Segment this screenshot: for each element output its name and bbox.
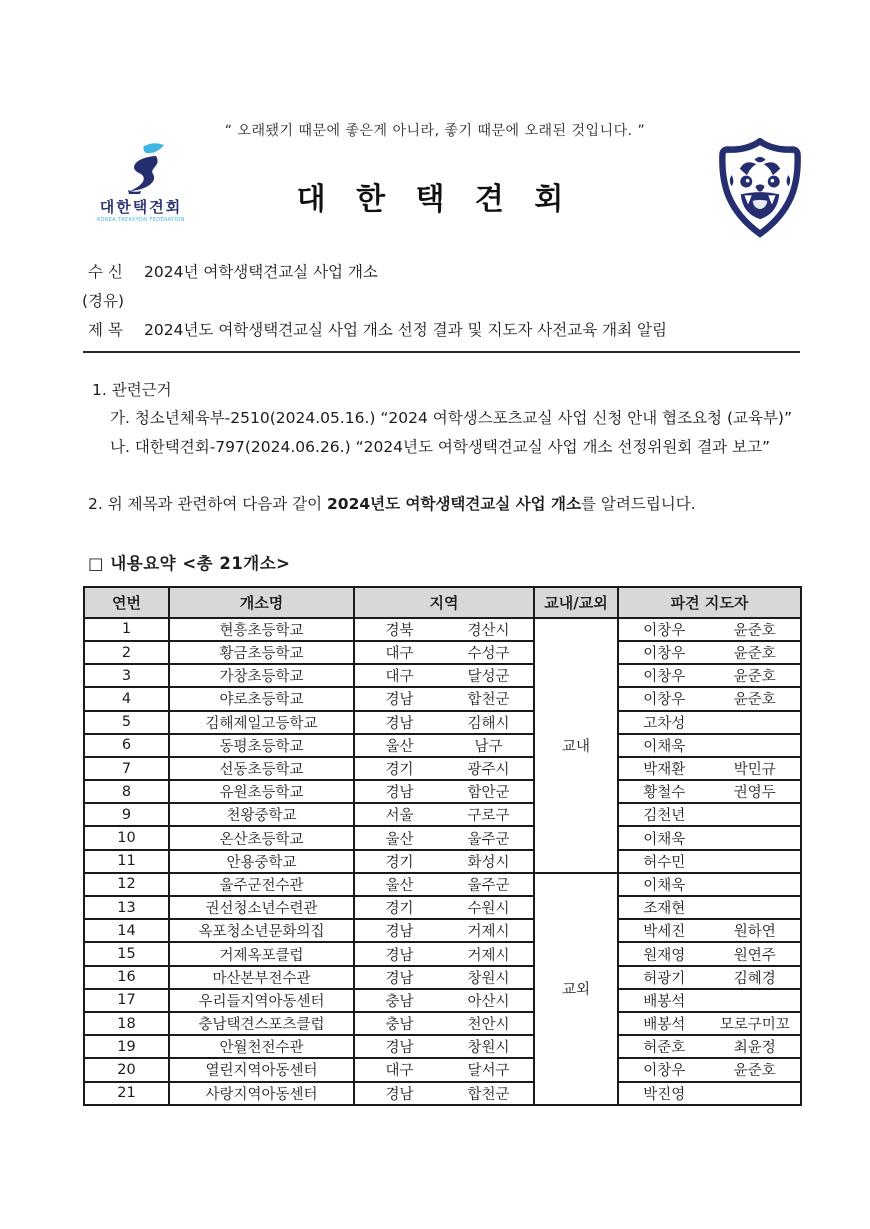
coach-primary: 배봉석 [643,1017,686,1034]
site-roster-table [83,586,802,1106]
coach-secondary: 윤준호 [733,646,776,663]
cell-number: 2 [84,641,169,664]
recipient-row [88,260,800,282]
cell-site-name: 마산본부전수관 [169,966,354,989]
region-province: 경북 [385,622,414,639]
announcement-prefix: 2. 위 제목과 관련하여 다음과 같이 [88,494,328,513]
cell-coaches [618,942,801,965]
cell-number: 8 [84,780,169,803]
cell-site-name: 유원초등학교 [169,780,354,803]
cell-number: 15 [84,942,169,965]
cell-coaches [618,850,801,873]
federation-logo-subtext: KOREA TAEKKYON FEDERATION [97,217,185,223]
cell-site-name: 온산초등학교 [169,826,354,849]
cell-region [354,664,534,687]
via-row: (경유) [82,292,125,310]
table-row [84,1012,801,1035]
cell-region [354,1058,534,1081]
coach-primary: 박재환 [643,762,686,779]
recipient-label: 수 신 [88,263,123,281]
cell-number: 20 [84,1058,169,1081]
cell-region [354,1035,534,1058]
coach-primary: 원재영 [643,947,686,964]
coach-primary: 박세진 [643,924,686,941]
cell-number: 3 [84,664,169,687]
cell-coaches [618,641,801,664]
table-row [84,942,801,965]
cell-number: 4 [84,687,169,710]
cell-number: 18 [84,1012,169,1035]
region-province: 경남 [385,924,414,941]
cell-region [354,1082,534,1105]
region-province: 경남 [385,947,414,964]
coach-primary: 박진영 [643,1086,686,1103]
col-header-region: 지역 [354,587,534,618]
table-row [84,687,801,710]
coach-secondary: 김혜경 [733,970,776,987]
announcement-suffix: 를 알려드립니다. [581,494,696,513]
cell-region [354,942,534,965]
region-city: 화성시 [467,854,510,871]
cell-coaches [618,780,801,803]
region-city: 광주시 [467,762,510,779]
cell-site-name: 야로초등학교 [169,687,354,710]
region-city: 천안시 [467,1017,510,1034]
coach-secondary: 원연주 [733,947,776,964]
region-city: 수성구 [467,646,510,663]
cell-coaches [618,919,801,942]
cell-site-name: 우리들지역아동센터 [169,989,354,1012]
region-province: 대구 [385,1063,414,1080]
cell-region [354,896,534,919]
region-city: 창원시 [467,1040,510,1057]
coach-secondary: 원하연 [733,924,776,941]
coach-primary: 이창우 [643,622,686,639]
coach-primary: 이창우 [643,646,686,663]
cell-site-name: 김해제일고등학교 [169,711,354,734]
cell-site-name: 안월천전수관 [169,1035,354,1058]
cell-site-name: 옥포청소년문화의집 [169,919,354,942]
region-city: 아산시 [467,993,510,1010]
table-row [84,1082,801,1105]
cell-number: 6 [84,734,169,757]
cell-region [354,919,534,942]
cell-region [354,826,534,849]
cell-region [354,641,534,664]
cell-site-name: 울주군전수관 [169,873,354,896]
cell-inout-group: 교외 [534,873,618,1105]
cell-site-name: 현흥초등학교 [169,618,354,641]
announcement-emphasis: 2024년도 여학생택견교실 사업 개소 [327,494,581,513]
cell-region [354,803,534,826]
cell-site-name: 열린지역아동센터 [169,1058,354,1081]
cell-coaches [618,896,801,919]
cell-coaches [618,1035,801,1058]
cell-number: 14 [84,919,169,942]
subject-label: 제 목 [88,321,123,339]
region-city: 달성군 [467,669,510,686]
cell-inout-group: 교내 [534,618,618,873]
cell-coaches [618,966,801,989]
coach-primary: 이채욱 [643,877,686,894]
table-row [84,1035,801,1058]
region-province: 울산 [385,831,414,848]
cell-coaches [618,734,801,757]
region-city: 구로구 [467,808,510,825]
cell-coaches [618,687,801,710]
table-row [84,826,801,849]
cell-site-name: 황금초등학교 [169,641,354,664]
org-title: 대 한 택 견 회 [296,182,574,217]
coach-primary: 이채욱 [643,831,686,848]
cell-region [354,989,534,1012]
cell-coaches [618,803,801,826]
coach-secondary: 윤준호 [733,669,776,686]
cell-coaches [618,989,801,1012]
table-header-row [84,587,801,618]
coach-primary: 조재현 [643,901,686,918]
cell-region [354,734,534,757]
table-row [84,873,801,896]
region-province: 경남 [385,1040,414,1057]
cell-coaches [618,1012,801,1035]
table-row [84,780,801,803]
region-province: 경남 [385,970,414,987]
region-province: 경기 [385,854,414,871]
cell-site-name: 동평초등학교 [169,734,354,757]
cell-number: 12 [84,873,169,896]
table-body [84,618,801,1105]
col-header-inout: 교내/교외 [534,587,618,618]
document-fields [82,260,800,344]
summary-title: □ 내용요약 <총 21개소> [88,553,291,573]
cell-number: 10 [84,826,169,849]
coach-primary: 김천년 [643,808,686,825]
coach-secondary: 권영두 [733,785,776,802]
region-province: 충남 [385,1017,414,1034]
coach-secondary: 최윤정 [733,1040,776,1057]
cell-coaches [618,618,801,641]
cell-region [354,757,534,780]
region-province: 울산 [385,738,414,755]
coach-primary: 허준호 [643,1040,686,1057]
table-header [84,587,801,618]
table-row [84,803,801,826]
col-header-number: 연번 [84,587,169,618]
col-header-site: 개소명 [169,587,354,618]
cell-number: 7 [84,757,169,780]
col-header-coaches: 파견 지도자 [618,587,801,618]
cell-region [354,618,534,641]
table-row [84,919,801,942]
coach-primary: 허수민 [643,854,686,871]
cell-number: 1 [84,618,169,641]
cell-number: 17 [84,989,169,1012]
coach-primary: 이창우 [643,669,686,686]
cell-site-name: 안용중학교 [169,850,354,873]
table-row [84,618,801,641]
region-province: 울산 [385,877,414,894]
region-province: 충남 [385,993,414,1010]
table-row [84,966,801,989]
table-row [84,1058,801,1081]
region-province: 경남 [385,715,414,732]
cell-region [354,711,534,734]
coach-secondary: 윤준호 [733,1063,776,1080]
region-province: 경기 [385,762,414,779]
cell-region [354,1012,534,1035]
region-province: 경남 [385,785,414,802]
subject-value: 2024년도 여학생택견교실 사업 개소 선정 결과 및 지도자 사전교육 개최 알림 [144,321,667,339]
region-city: 함안군 [467,785,510,802]
table-row [84,641,801,664]
cell-site-name: 권선청소년수련관 [169,896,354,919]
coach-primary: 이채욱 [643,738,686,755]
table-row [84,711,801,734]
region-province: 대구 [385,669,414,686]
cell-coaches [618,1082,801,1105]
table-row [84,664,801,687]
cell-region [354,687,534,710]
cell-number: 16 [84,966,169,989]
cell-site-name: 충남택견스포츠클럽 [169,1012,354,1035]
coach-primary: 이창우 [643,1063,686,1080]
cell-site-name: 사랑지역아동센터 [169,1082,354,1105]
cell-site-name: 거제옥포클럽 [169,942,354,965]
cell-site-name: 선동초등학교 [169,757,354,780]
region-province: 대구 [385,646,414,663]
emblem [716,138,804,242]
region-city: 합천군 [467,692,510,709]
region-city: 경산시 [467,622,510,639]
coach-secondary: 박민규 [733,762,776,779]
federation-logo-text: 대한택견회 [99,198,183,216]
region-province: 경기 [385,901,414,918]
cell-coaches [618,1058,801,1081]
table-row [84,989,801,1012]
coach-primary: 배봉석 [643,993,686,1010]
region-city: 거제시 [467,924,510,941]
section-basis [92,377,800,462]
region-city: 달서구 [467,1063,510,1080]
cell-region [354,780,534,803]
cell-coaches [618,826,801,849]
header-divider [83,351,800,353]
coach-primary: 황철수 [643,785,686,802]
subject-row [88,318,800,344]
region-province: 경남 [385,1086,414,1103]
region-city: 수원시 [467,901,510,918]
cell-site-name: 천왕중학교 [169,803,354,826]
basis-item-b: 나. 대한택견회-797(2024.06.26.) “2024년도 여학생택견교실 사업 개소 선정위원회 결과 보고” [110,438,771,457]
cell-region [354,850,534,873]
cell-number: 21 [84,1082,169,1105]
region-city: 울주군 [467,831,510,848]
cell-number: 19 [84,1035,169,1058]
section-announcement [88,492,800,514]
cell-region [354,873,534,896]
cell-coaches [618,873,801,896]
coach-secondary: 모로구미꼬 [719,1017,790,1034]
region-province: 경남 [385,692,414,709]
region-city: 합천군 [467,1086,510,1103]
cell-number: 11 [84,850,169,873]
cell-coaches [618,757,801,780]
cell-region [354,966,534,989]
coach-primary: 이창우 [643,692,686,709]
coach-secondary: 윤준호 [733,692,776,709]
table-row [84,734,801,757]
cell-number: 13 [84,896,169,919]
region-city: 김해시 [467,715,510,732]
cell-site-name: 가창초등학교 [169,664,354,687]
cell-coaches [618,711,801,734]
table-row [84,896,801,919]
region-province: 서울 [385,808,414,825]
region-city: 거제시 [467,947,510,964]
region-city: 남구 [474,738,503,755]
recipient-value: 2024년 여학생택견교실 사업 개소 [144,263,378,281]
basis-item-a: 가. 청소년체육부-2510(2024.05.16.) “2024 여학생스포츠교실 사업 신청 안내 협조요청 (교육부)” [110,409,792,428]
table-row [84,850,801,873]
cell-number: 5 [84,711,169,734]
region-city: 울주군 [467,877,510,894]
masthead [0,146,870,250]
cell-coaches [618,664,801,687]
basis-title: 1. 관련근거 [92,380,172,399]
cell-number: 9 [84,803,169,826]
coach-primary: 고차성 [643,715,686,732]
coach-primary: 허광기 [643,970,686,987]
table-row [84,757,801,780]
header-quote: “ 오래됐기 때문에 좋은게 아니라, 좋기 때문에 오래된 것입니다. ” [224,123,646,139]
coach-secondary: 윤준호 [733,622,776,639]
region-city: 창원시 [467,970,510,987]
shield-dragon-emblem-icon [716,138,804,238]
